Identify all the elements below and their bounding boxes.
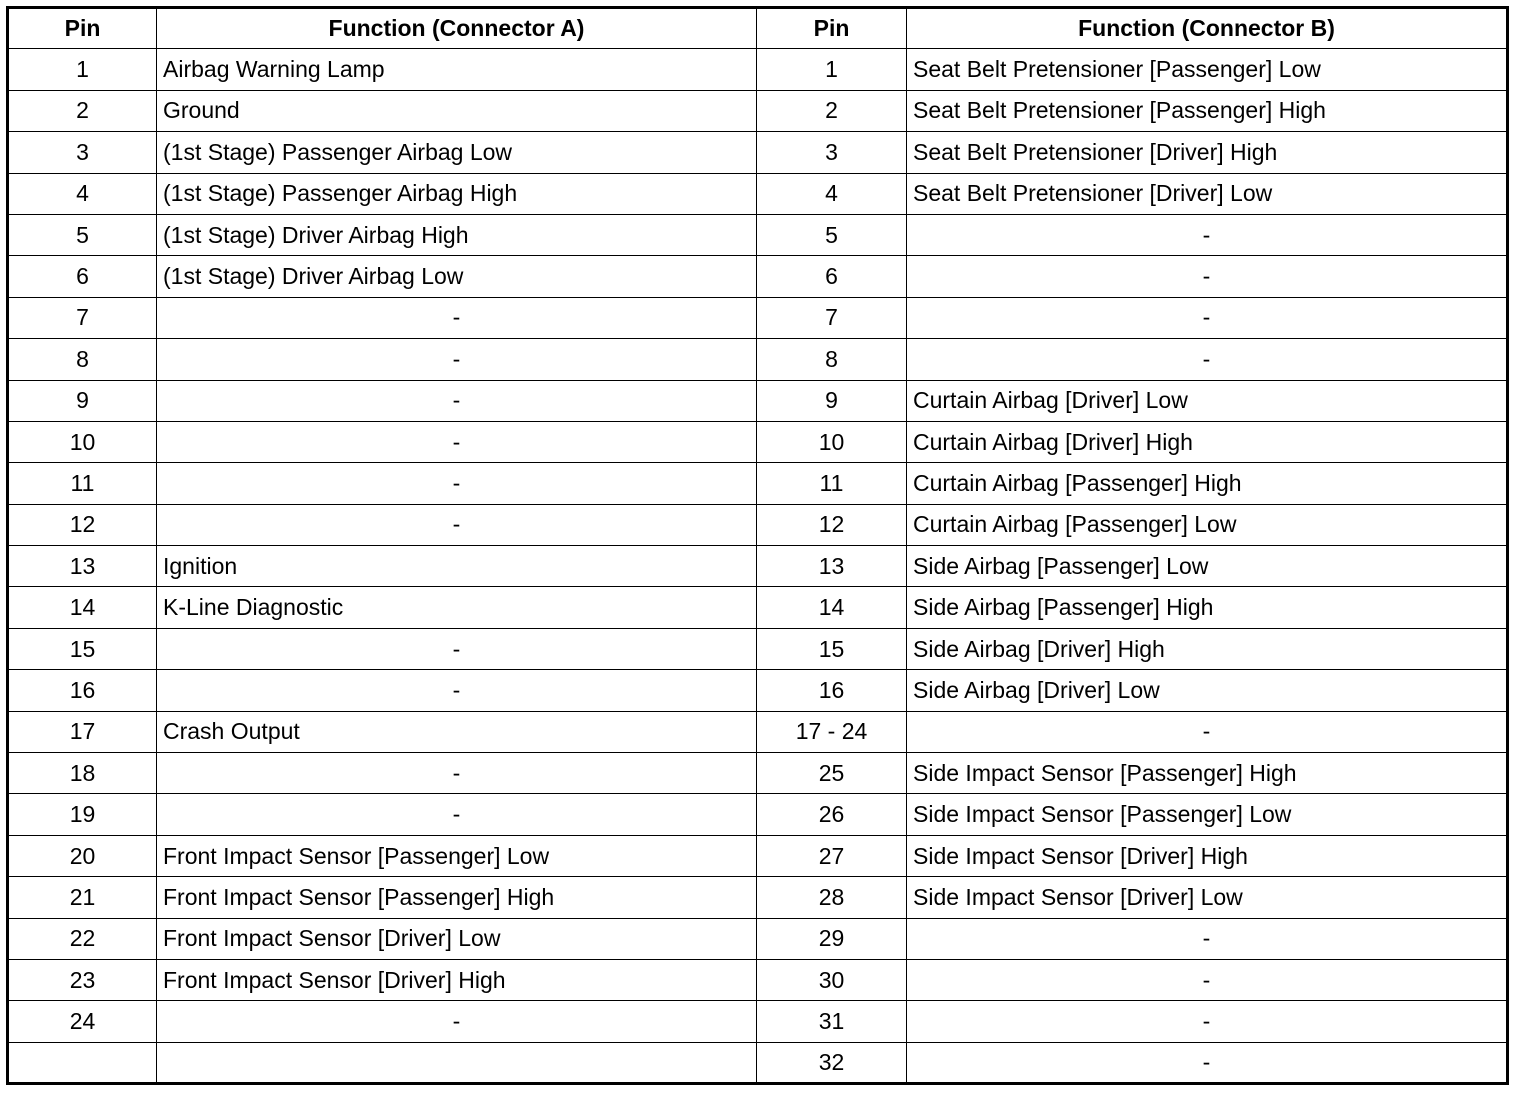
pin-b-cell: 32 (757, 1042, 907, 1083)
pin-b-cell: 15 (757, 628, 907, 669)
function-b-cell: Seat Belt Pretensioner [Driver] Low (907, 173, 1508, 214)
pin-b-cell: 7 (757, 297, 907, 338)
pin-b-cell: 6 (757, 256, 907, 297)
table-row (8, 959, 1508, 1000)
pin-a-cell: 7 (8, 297, 157, 338)
table-row (8, 90, 1508, 131)
table-row (8, 297, 1508, 338)
function-a-cell: - (157, 421, 757, 462)
header-function-a: Function (Connector A) (157, 8, 757, 49)
table-header (8, 8, 1508, 49)
pin-a-cell: 1 (8, 49, 157, 90)
function-a-cell: - (157, 753, 757, 794)
table-row (8, 628, 1508, 669)
function-b-cell: Side Impact Sensor [Driver] Low (907, 877, 1508, 918)
function-a-cell: Ignition (157, 546, 757, 587)
function-b-cell: Curtain Airbag [Passenger] Low (907, 504, 1508, 545)
function-b-cell: - (907, 711, 1508, 752)
function-a-cell: Crash Output (157, 711, 757, 752)
function-b-cell: Side Airbag [Passenger] Low (907, 546, 1508, 587)
table-row (8, 587, 1508, 628)
pin-a-cell: 11 (8, 463, 157, 504)
function-a-cell: Front Impact Sensor [Passenger] High (157, 877, 757, 918)
header-pin-b: Pin (757, 8, 907, 49)
pin-a-cell: 5 (8, 214, 157, 255)
function-b-cell: Curtain Airbag [Passenger] High (907, 463, 1508, 504)
header-row (8, 8, 1508, 49)
pin-b-cell: 4 (757, 173, 907, 214)
pin-b-cell: 9 (757, 380, 907, 421)
pin-a-cell: 4 (8, 173, 157, 214)
table-row (8, 380, 1508, 421)
function-b-cell: - (907, 1042, 1508, 1083)
pin-a-cell: 12 (8, 504, 157, 545)
function-a-cell: - (157, 297, 757, 338)
pin-b-cell: 27 (757, 835, 907, 876)
pin-b-cell: 12 (757, 504, 907, 545)
table-row (8, 753, 1508, 794)
function-b-cell: Seat Belt Pretensioner [Driver] High (907, 132, 1508, 173)
pin-b-cell: 26 (757, 794, 907, 835)
function-b-cell: Side Airbag [Driver] Low (907, 670, 1508, 711)
pin-a-cell: 16 (8, 670, 157, 711)
table-row (8, 546, 1508, 587)
function-a-cell: K-Line Diagnostic (157, 587, 757, 628)
function-b-cell: - (907, 1001, 1508, 1042)
table-row (8, 835, 1508, 876)
function-a-cell: (1st Stage) Passenger Airbag High (157, 173, 757, 214)
pin-b-cell: 14 (757, 587, 907, 628)
pin-a-cell: 6 (8, 256, 157, 297)
table-row (8, 918, 1508, 959)
table-row (8, 711, 1508, 752)
pin-b-cell: 10 (757, 421, 907, 462)
table-row (8, 670, 1508, 711)
pin-b-cell: 1 (757, 49, 907, 90)
pin-a-cell: 15 (8, 628, 157, 669)
pin-a-cell: 14 (8, 587, 157, 628)
function-b-cell: - (907, 959, 1508, 1000)
table-row (8, 504, 1508, 545)
function-a-cell: - (157, 628, 757, 669)
pin-a-cell: 13 (8, 546, 157, 587)
function-a-cell: Front Impact Sensor [Driver] Low (157, 918, 757, 959)
function-b-cell: Side Airbag [Passenger] High (907, 587, 1508, 628)
function-b-cell: Seat Belt Pretensioner [Passenger] High (907, 90, 1508, 131)
function-a-cell: (1st Stage) Driver Airbag Low (157, 256, 757, 297)
table-row (8, 1042, 1508, 1083)
pin-b-cell: 31 (757, 1001, 907, 1042)
function-b-cell: Curtain Airbag [Driver] Low (907, 380, 1508, 421)
function-b-cell: Curtain Airbag [Driver] High (907, 421, 1508, 462)
table-row (8, 173, 1508, 214)
function-a-cell: Front Impact Sensor [Driver] High (157, 959, 757, 1000)
table-row (8, 339, 1508, 380)
table-row (8, 214, 1508, 255)
function-a-cell: - (157, 794, 757, 835)
pin-a-cell: 18 (8, 753, 157, 794)
pin-b-cell: 11 (757, 463, 907, 504)
pin-a-cell: 2 (8, 90, 157, 131)
pin-a-cell: 3 (8, 132, 157, 173)
pin-a-cell: 24 (8, 1001, 157, 1042)
pin-b-cell: 13 (757, 546, 907, 587)
table-row (8, 1001, 1508, 1042)
function-a-cell: - (157, 670, 757, 711)
function-a-cell: Ground (157, 90, 757, 131)
pin-a-cell: 23 (8, 959, 157, 1000)
function-b-cell: - (907, 297, 1508, 338)
function-b-cell: Seat Belt Pretensioner [Passenger] Low (907, 49, 1508, 90)
function-a-cell: Airbag Warning Lamp (157, 49, 757, 90)
pin-b-cell: 25 (757, 753, 907, 794)
function-b-cell: - (907, 339, 1508, 380)
pin-a-cell: 8 (8, 339, 157, 380)
function-a-cell: (1st Stage) Passenger Airbag Low (157, 132, 757, 173)
pinout-table (6, 6, 1509, 1085)
function-a-cell: Front Impact Sensor [Passenger] Low (157, 835, 757, 876)
function-b-cell: - (907, 918, 1508, 959)
pin-b-cell: 8 (757, 339, 907, 380)
function-a-cell: - (157, 504, 757, 545)
pin-b-cell: 28 (757, 877, 907, 918)
pin-b-cell: 5 (757, 214, 907, 255)
table-row (8, 794, 1508, 835)
pin-a-cell: 20 (8, 835, 157, 876)
header-pin-a: Pin (8, 8, 157, 49)
function-a-cell: - (157, 339, 757, 380)
function-a-cell: - (157, 380, 757, 421)
function-b-cell: - (907, 214, 1508, 255)
function-a-cell: - (157, 463, 757, 504)
function-b-cell: Side Impact Sensor [Passenger] High (907, 753, 1508, 794)
pin-a-cell: 19 (8, 794, 157, 835)
table-row (8, 421, 1508, 462)
pin-a-cell: 22 (8, 918, 157, 959)
pin-a-cell: 17 (8, 711, 157, 752)
pin-b-cell: 16 (757, 670, 907, 711)
function-b-cell: Side Impact Sensor [Passenger] Low (907, 794, 1508, 835)
table-row (8, 877, 1508, 918)
function-a-cell: (1st Stage) Driver Airbag High (157, 214, 757, 255)
pin-a-cell: 21 (8, 877, 157, 918)
table-row (8, 463, 1508, 504)
function-a-cell (157, 1042, 757, 1083)
function-b-cell: Side Impact Sensor [Driver] High (907, 835, 1508, 876)
pin-b-cell: 29 (757, 918, 907, 959)
header-function-b: Function (Connector B) (907, 8, 1508, 49)
pin-b-cell: 2 (757, 90, 907, 131)
function-b-cell: Side Airbag [Driver] High (907, 628, 1508, 669)
function-b-cell: - (907, 256, 1508, 297)
table-body (8, 49, 1508, 1084)
pin-a-cell: 10 (8, 421, 157, 462)
pin-b-cell: 17 - 24 (757, 711, 907, 752)
table-row (8, 49, 1508, 90)
pin-b-cell: 30 (757, 959, 907, 1000)
function-a-cell: - (157, 1001, 757, 1042)
pin-a-cell (8, 1042, 157, 1083)
pin-b-cell: 3 (757, 132, 907, 173)
table-row (8, 132, 1508, 173)
table-row (8, 256, 1508, 297)
pin-a-cell: 9 (8, 380, 157, 421)
